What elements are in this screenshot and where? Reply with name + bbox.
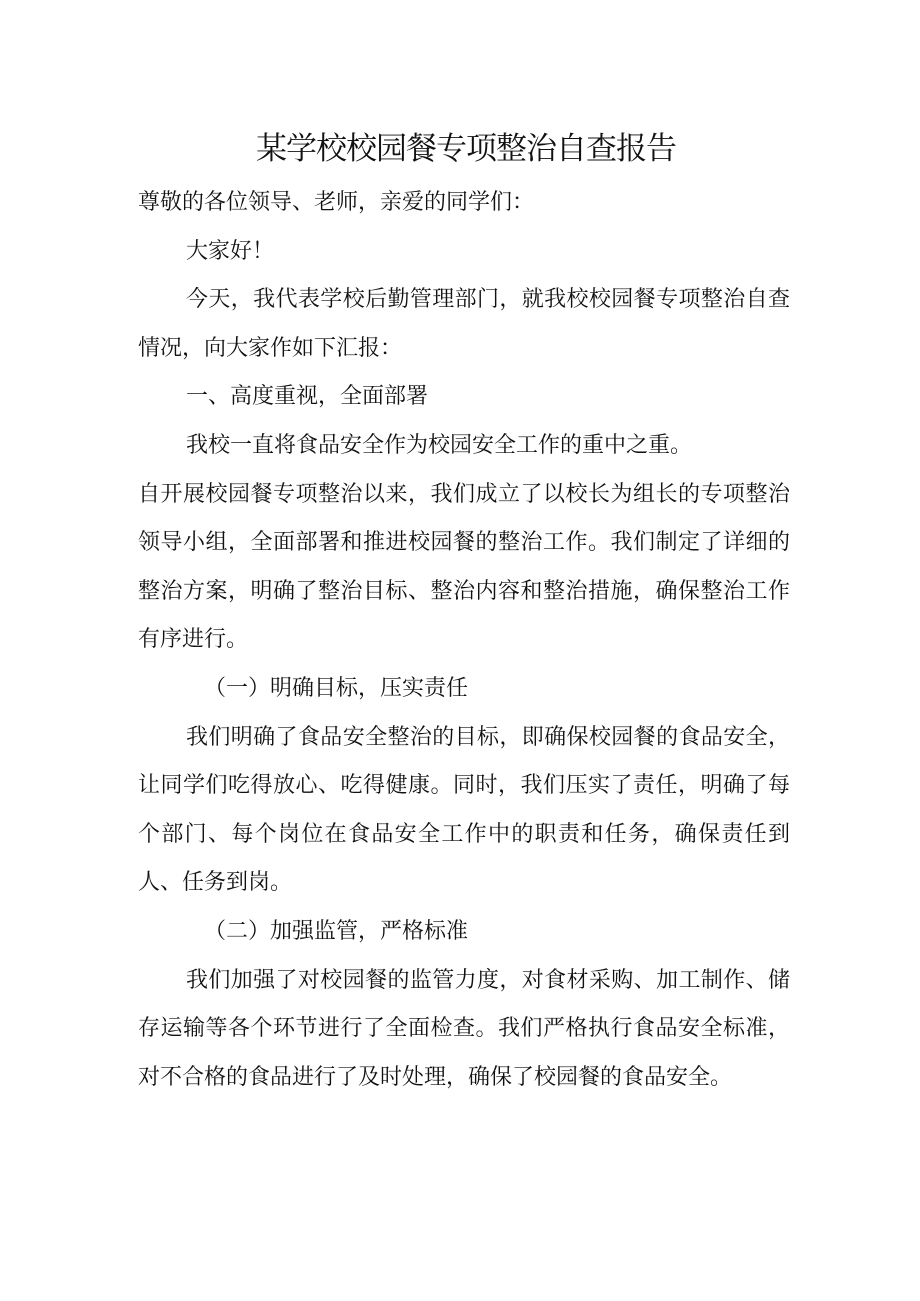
section-1-heading: 一、高度重视，全面部署: [186, 384, 429, 410]
intro-paragraph: 今天，我代表学校后勤管理部门，就我校校园餐专项整治自查情况，向大家作如下汇报：: [138, 287, 790, 361]
subsection-1-paragraph: 我们明确了食品安全整治的目标，即确保校园餐的食品安全，让同学们吃得放心、吃得健康。同时，我们压实了责任，明确了每个部门、每个岗位在食品安全工作中的职责和任务，确保责任到人、任务到岗。: [138, 724, 790, 896]
section-1-paragraph-line-1: 我校一直将食品安全作为校园安全工作的重中之重。: [186, 432, 693, 458]
section-1-paragraph-continued: 自开展校园餐专项整治以来，我们成立了以校长为组长的专项整治领导小组，全面部署和推进校园餐的整治工作。我们制定了详细的整治方案，明确了整治目标、整治内容和整治措施，确保整治工作有序进行。: [138, 481, 790, 653]
greeting: 大家好！: [186, 238, 275, 264]
subsection-2-paragraph: 我们加强了对校园餐的监管力度，对食材采购、加工制作、储存运输等各个环节进行了全面检查。我们严格执行食品安全标准，对不合格的食品进行了及时处理，确保了校园餐的食品安全。: [138, 967, 790, 1090]
salutation: 尊敬的各位领导、老师，亲爱的同学们：: [138, 190, 535, 215]
document-body: [138, 179, 790, 1102]
subsection-1-heading: （一）明确目标，压实责任: [204, 675, 469, 701]
subsection-2-heading: （二）加强监管，严格标准: [204, 918, 469, 944]
document-title: 某学校校园餐专项整治自查报告: [256, 131, 676, 167]
